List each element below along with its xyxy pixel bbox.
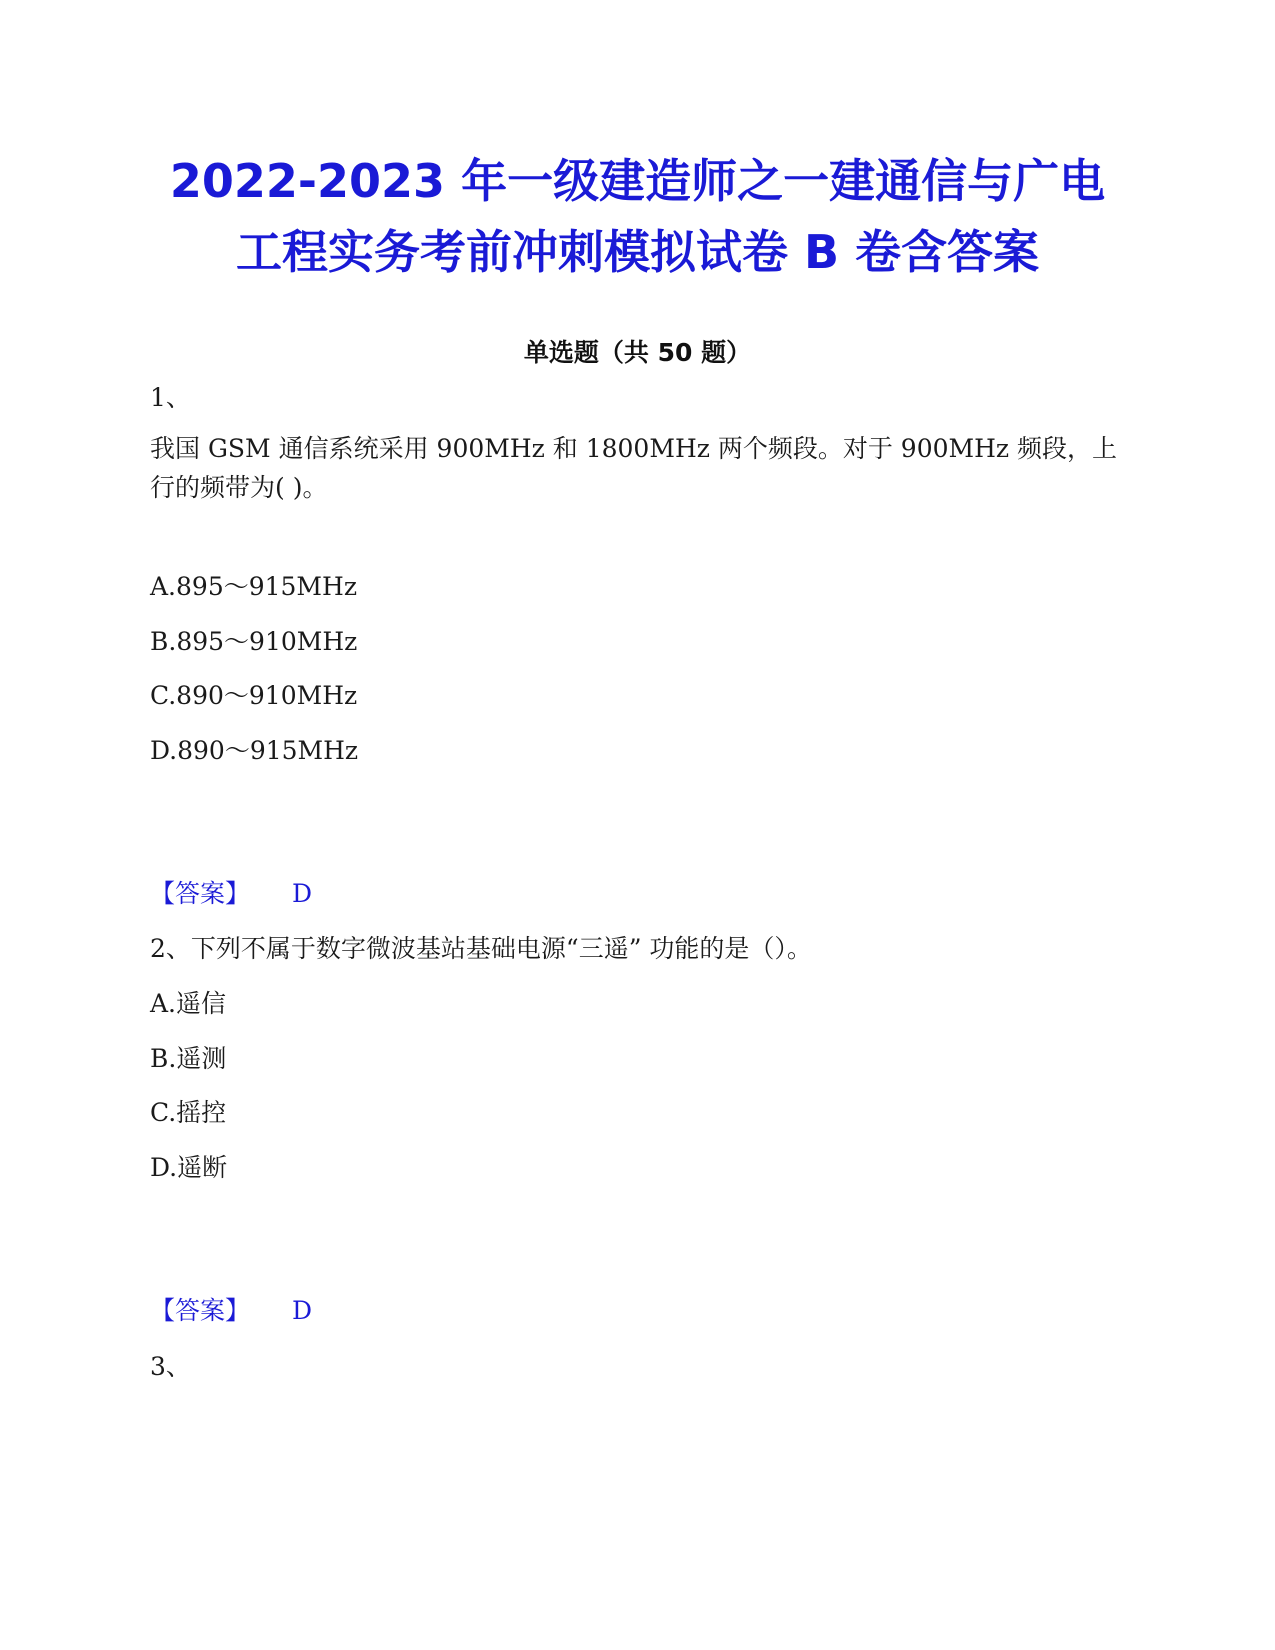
section-heading: 单选题（共 50 题） — [523, 338, 752, 367]
question-1-stem-line-2: 行的频带为( )。 — [150, 473, 328, 502]
answer-value: D — [292, 1296, 313, 1325]
question-1-option-d: D.890～915MHz — [150, 736, 359, 765]
question-1-number: 1、 — [150, 383, 191, 412]
answer-label: 【答案】 — [150, 879, 251, 908]
document-title-line-1: 2022-2023 年一级建造师之一建通信与广电 — [169, 154, 1106, 208]
question-2-option-d: D.遥断 — [150, 1153, 228, 1182]
document-title-line-2: 工程实务考前冲刺模拟试卷 B 卷含答案 — [235, 225, 1040, 279]
question-1-option-c: C.890～910MHz — [150, 681, 358, 710]
question-3-number: 3、 — [150, 1352, 191, 1381]
question-2-answer — [150, 1291, 312, 1331]
question-1-option-b: B.895～910MHz — [150, 627, 358, 656]
answer-label: 【答案】 — [150, 1296, 251, 1325]
answer-value: D — [292, 879, 313, 908]
question-1-option-a: A.895～915MHz — [150, 572, 358, 601]
question-2-option-b: B.遥测 — [150, 1044, 227, 1073]
question-2-option-c: C.摇控 — [150, 1098, 227, 1127]
question-2-option-a: A.遥信 — [150, 989, 227, 1018]
question-1-stem-line-1: 我国 GSM 通信系统采用 900MHz 和 1800MHz 两个频段。对于 900MHz 频段，上 — [150, 434, 1118, 463]
question-1-answer — [150, 874, 312, 914]
question-2-stem: 2、下列不属于数字微波基站基础电源“三遥” 功能的是（）。 — [150, 934, 812, 963]
